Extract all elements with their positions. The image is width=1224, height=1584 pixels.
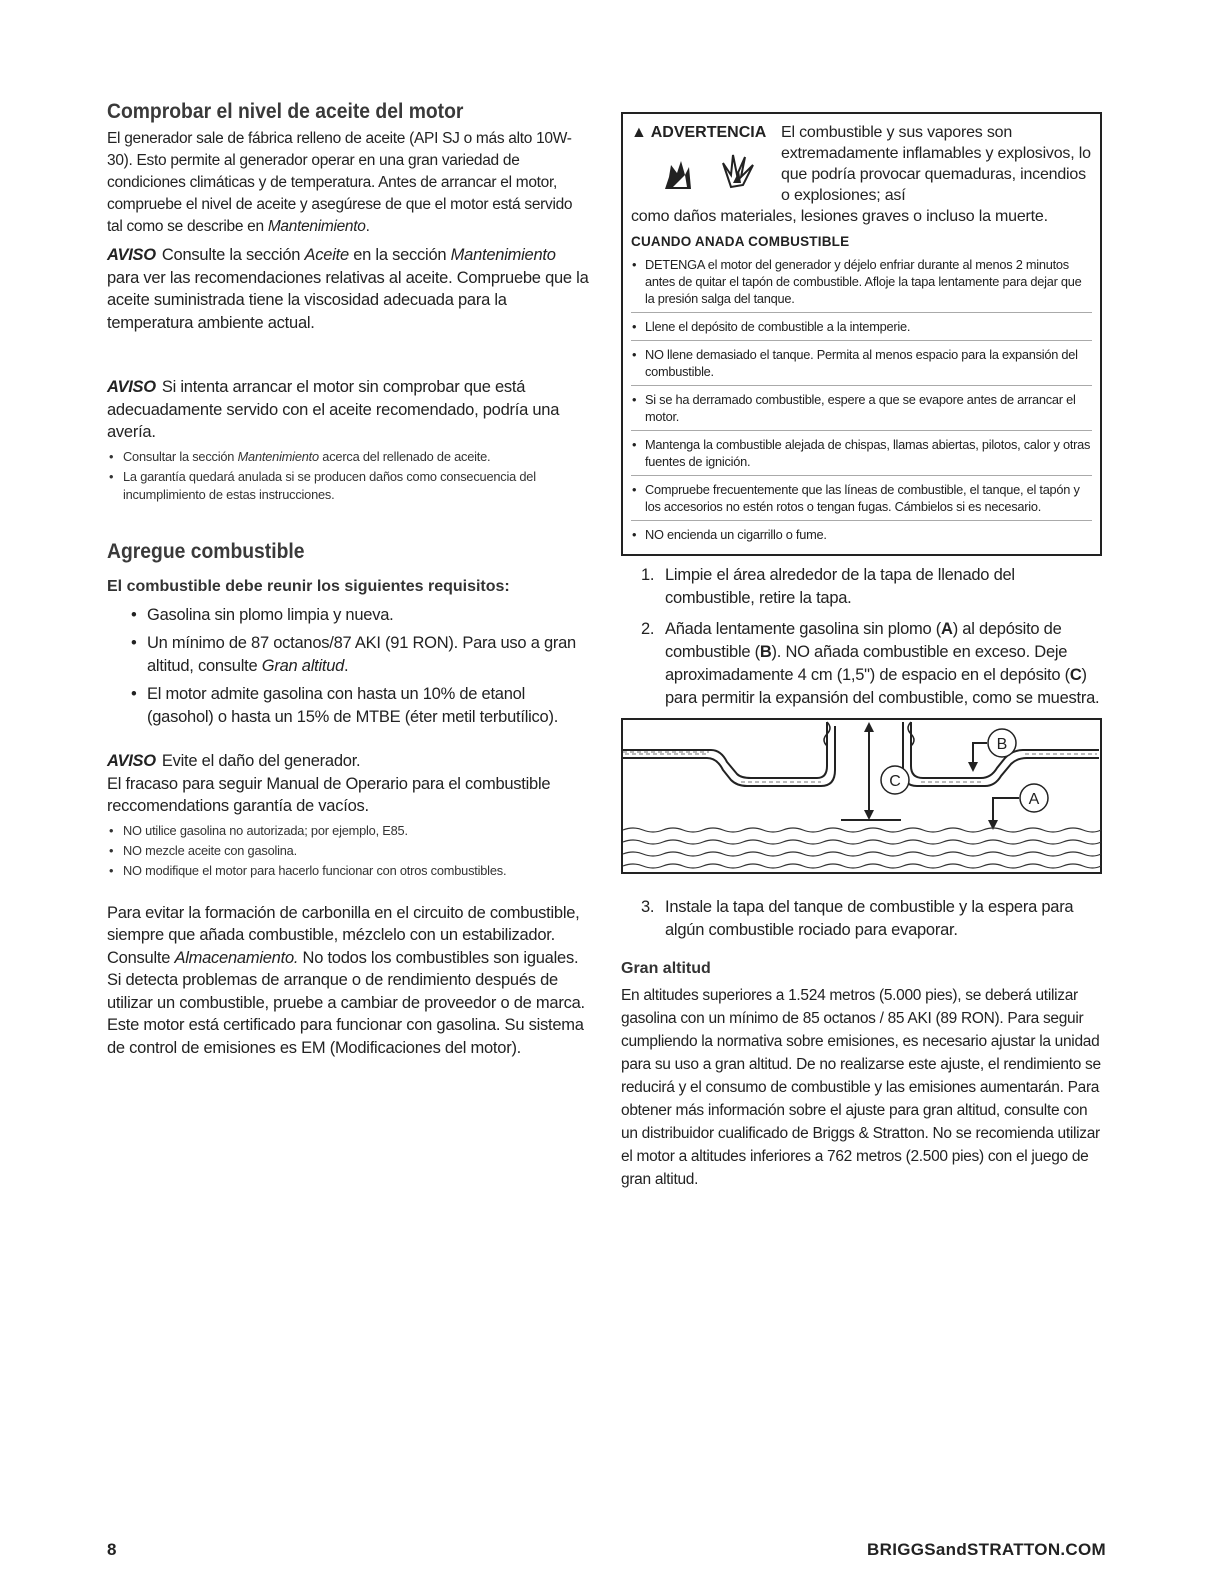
list-item: • Consultar la sección Mantenimiento acerca del rellenado de aceite. bbox=[107, 448, 589, 466]
fill-steps bbox=[621, 564, 1102, 710]
fuel-requirements-title: El combustible debe reunir los siguientes requisitos: bbox=[107, 577, 510, 595]
list-item: • NO encienda un cigarrillo o fume. bbox=[631, 526, 1092, 548]
step-item: 2. Añada lentamente gasolina sin plomo (A) al depósito de combustible (B). NO añada combustible en exceso. Deje aproximadamente 4 cm (1,5") de espacio en el depósito (C) para permitir la expansión del combustible, como se muestra. bbox=[641, 620, 1100, 707]
fill-steps-continued bbox=[621, 896, 1102, 942]
list-item: • Gasolina sin plomo limpia y nueva. bbox=[131, 604, 589, 627]
list-item: • Un mínimo de 87 octanos/87 AKI (91 RON). Para uso a gran altitud, consulte Gran altitud. bbox=[131, 632, 589, 677]
list-item: • La garantía quedará anulada si se producen daños como consecuencia del incumplimiento de estas instrucciones. bbox=[107, 468, 589, 504]
altitude-title: Gran altitud bbox=[621, 960, 711, 977]
fuel-tank-diagram bbox=[621, 718, 1102, 874]
list-item: • NO modifique el motor para hacerlo funcionar con otros combustibles. bbox=[107, 862, 589, 880]
list-item: • NO llene demasiado el tanque. Permita al menos espacio para la expansión del combustible. bbox=[631, 346, 1092, 386]
aviso-fuel: AVISO Evite el daño del generador. El fracaso para seguir Manual de Operario para el combustible reccomendations garantía de vacíos. • NO utilice gasolina no autorizada; por ejemplo, E85. • NO mezcle aceite con gasolina. • NO modifique el motor para hacerlo funcionar con otros combustibles. bbox=[107, 750, 589, 880]
stabilizer-paragraph: Para evitar la formación de carbonilla en el circuito de combustible, siempre que añada combustible, mézclelo con un estabilizador. Consulte Almacenamiento. No todos los combustibles son iguales. Si detecta problemas de arranque o de rendimiento después de utilizar un combustible, pruebe a cambiar de proveedor o de marca. Este motor está certificado para funcionar con gasolina. Su sistema de control de emisiones es EM (Modificaciones del motor). bbox=[107, 903, 585, 1057]
list-item: • Compruebe frecuentemente que las líneas de combustible, el tanque, el tapón y los accesorios no estén rotos o tengan fugas. Cámbielos si es necesario. bbox=[631, 481, 1092, 521]
page-number: 8 bbox=[107, 1540, 117, 1559]
list-item: • El motor admite gasolina con hasta un 10% de etanol (gasohol) o hasta un 15% de MTBE (éter metil terbutílico). bbox=[131, 683, 589, 728]
label-b: B bbox=[996, 736, 1008, 753]
step-item: 3. Instale la tapa del tanque de combustible y la espera para algún combustible rociado para evaporar. bbox=[641, 898, 1074, 939]
list-item: • NO mezcle aceite con gasolina. bbox=[107, 842, 589, 860]
fuel-requirements-list bbox=[131, 604, 589, 729]
aviso-oil-list bbox=[107, 448, 589, 504]
fuel-section-title: Agregue combustible bbox=[107, 539, 305, 563]
aviso-oil-consult: AVISO Consulte la sección Aceite en la sección Mantenimiento para ver las recomendaciones relativas al aceite. Compruebe que la aceite suministrada tiene la viscosidad adecuada para la temperatura ambiente actual. bbox=[107, 246, 589, 332]
fire-explosion-icon bbox=[661, 147, 771, 193]
website-link: BRIGGSandSTRATTON.COM bbox=[867, 1540, 1106, 1559]
aviso-oil-start: AVISO Si intenta arrancar el motor sin comprobar que está adecuadamente servido con el aceite recomendado, podría una avería. • Consultar la sección Mantenimiento acerca del rellenado de aceite. • La garantía quedará anulada si se producen daños como consecuencia del incumplimiento de estas instrucciones. bbox=[107, 376, 589, 504]
warning-title: ADVERTENCIA bbox=[650, 124, 767, 141]
warning-list bbox=[631, 256, 1092, 548]
right-column bbox=[621, 112, 1102, 1191]
list-item: • NO utilice gasolina no autorizada; por ejemplo, E85. bbox=[107, 822, 589, 840]
warning-text-end: como daños materiales, lesiones graves o incluso la muerte. bbox=[631, 208, 1048, 225]
warning-subtitle: CUANDO ANADA COMBUSTIBLE bbox=[631, 234, 850, 249]
altitude-text: En altitudes superiores a 1.524 metros (5.000 pies), se deberá utilizar gasolina con un mínimo de 85 octanos / 85 AKI (89 RON). Para seguir cumpliendo la normativa sobre emisiones, es necesario ajustar la unidad para su uso a gran altitud. De no realizarse este ajuste, el rendimiento se reducirá y el consumo de combustible y las emisiones aumentarán. Para obtener más información sobre el ajuste para gran altitud, consulte con un distribuidor cualificado de Briggs & Stratton. No se recomienda utilizar el motor a altitudes inferiores a 762 metros (2.500 pies) con el juego de gran altitud. bbox=[621, 987, 1101, 1188]
step-item: 1. Limpie el área alrededor de la tapa de llenado del combustible, retire la tapa. bbox=[641, 566, 1015, 607]
list-item: • Mantenga la combustible alejada de chispas, llamas abiertas, pilotos, calor y otras fuentes de ignición. bbox=[631, 436, 1092, 476]
label-c: C bbox=[889, 773, 901, 790]
warning-triangle-icon: ▲ bbox=[631, 124, 647, 141]
list-item: • DETENGA el motor del generador y déjelo enfriar durante al menos 2 minutos antes de quitar el tapón de combustible. Afloje la tapa lentamente para dejar que la presión salga del tanque. bbox=[631, 256, 1092, 313]
oil-intro: El generador sale de fábrica relleno de aceite (API SJ o más alto 10W-30). Esto permite al generador operar en una gran variedad de condiciones climáticas y de temperatura. Antes de arrancar el motor, compruebe el nivel de aceite y asegúrese de que el motor está servido tal como se describe en Mantenimiento. bbox=[107, 130, 573, 235]
aviso-fuel-list bbox=[107, 822, 589, 880]
fuel-warning-box bbox=[621, 112, 1102, 556]
list-item: • Llene el depósito de combustible a la intemperie. bbox=[631, 318, 1092, 341]
list-item: • Si se ha derramado combustible, espere a que se evapore antes de arrancar el motor. bbox=[631, 391, 1092, 431]
oil-section-title: Comprobar el nivel de aceite del motor bbox=[107, 100, 464, 123]
label-a: A bbox=[1028, 791, 1040, 808]
left-column bbox=[107, 100, 589, 1059]
warning-text: El combustible y sus vapores son extremadamente inflamables y explosivos, lo que podría provocar quemaduras, incendios o explosiones; así bbox=[781, 124, 1091, 204]
